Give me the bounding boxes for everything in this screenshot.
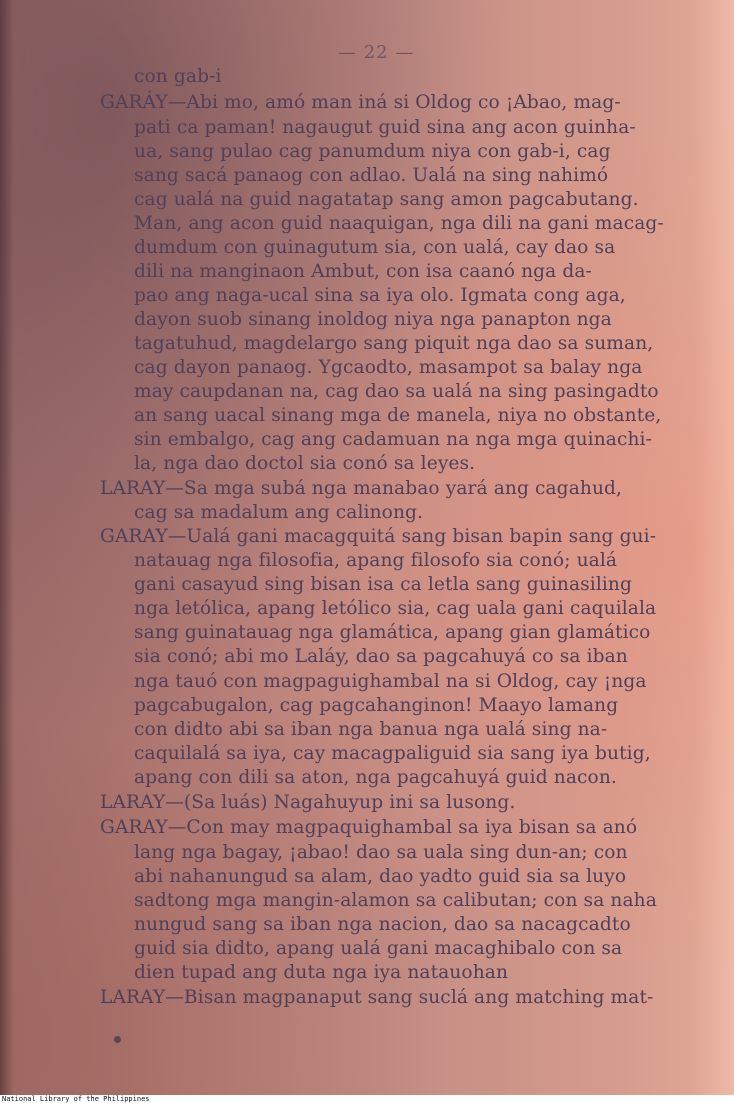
text-line: natauag nga filosofia, apang filosofo sia conó; ualá [134,550,618,571]
text-line: sia conó; abi mo Laláy, dao sa pagcahuyá co sa iban [134,646,628,667]
text-line: caquilalá sa iya, cay macagpaliguid sia sang iya butig, [134,743,651,764]
page-shadow-left [0,0,14,1095]
text-line: dumdum con guinagutum sia, con ualá, cay dao sa [134,237,616,258]
text-line: LARAY—(Sa luás) Nagahuyup ini sa lusong. [100,792,516,813]
text-line: dien tupad ang duta nga iya natauohan [134,962,509,983]
text-line: abi nahanungud sa alam, dao yadto guid sia sa luyo [134,866,627,887]
text-line: Man, ang acon guid naaquigan, nga dili na gani macag- [134,213,664,234]
text-line: lang nga bagay, ¡abao! dao sa uala sing dun-an; con [134,842,628,863]
library-footer: National Library of the Philippines [2,1095,150,1103]
text-line: GARAY—Ualá gani macagquitá sang bisan bapin sang gui- [100,526,657,547]
text-line: sang guinatauag nga glamática, apang gian glamático [134,622,651,643]
text-line: pati ca paman! nagaugut guid sina ang acon guinha- [134,117,636,138]
text-line: nungud sang sa iban nga nacion, dao sa nacagcadto [134,914,631,935]
text-line: GARAY—Con may magpaquighambal sa iya bisan sa anó [100,817,638,838]
text-line: cag ualá na guid nagatatap sang amon pagcabutang. [134,189,639,210]
text-line: may caupdanan na, cag dao sa ualá na sing pasingadto [134,381,659,402]
text-line: apang con dili sa aton, nga pagcahuyá guid nacon. [134,767,617,788]
text-line: gani casayud sing bisan isa ca letla sang guinasiling [134,574,632,595]
page-number: — 22 — [338,42,415,63]
text-line: la, nga dao doctol sia conó sa leyes. [134,453,476,474]
text-line: dayon suob sinang inoldog niya nga panapton nga [134,309,612,330]
text-line: con didto abi sa iban nga banua nga ualá sing na- [134,719,608,740]
text-line: GARÁY—Abi mo, amó man iná si Oldog co ¡Abao, mag- [100,92,621,113]
ink-spot [114,1036,121,1043]
text-line: nga letólica, apang letólico sia, cag uala gani caquilala [134,598,657,619]
text-line: LARAY—Bisan magpanaput sang suclá ang matching mat- [100,987,654,1008]
text-line: con gab-i [134,66,222,87]
text-line: sang sacá panaog con adlao. Ualá na sing nahimó [134,165,609,186]
text-line: pao ang naga-ucal sina sa iya olo. Igmata cong aga, [134,285,626,306]
text-line: guid sia didto, apang ualá gani macaghibalo con sa [134,938,623,959]
text-line: sin embalgo, cag ang cadamuan na nga mga quinachi- [134,429,652,450]
text-line: tagatuhud, magdelargo sang piquit nga dao sa suman, [134,333,654,354]
text-line: ua, sang pulao cag panumdum niya con gab-i, cag [134,141,611,162]
text-line: an sang uacal sinang mga de manela, niya no obstante, [134,405,662,426]
text-line: LARAY—Sa mga subá nga manabao yará ang cagahud, [100,478,623,499]
text-line: pagcabugalon, cag pagcahanginon! Maayo lamang [134,695,619,716]
text-line: dili na manginaon Ambut, con isa caanó nga da- [134,261,592,282]
page-highlight-right [694,0,734,1095]
text-line: sadtong mga mangin-alamon sa calibutan; con sa naha [134,890,657,911]
text-line: nga tauó con magpaguighambal na si Oldog, cay ¡nga [134,671,647,692]
text-line: cag dayon panaog. Ygcaodto, masampot sa balay nga [134,357,643,378]
text-line: cag sa madalum ang calinong. [134,502,424,523]
